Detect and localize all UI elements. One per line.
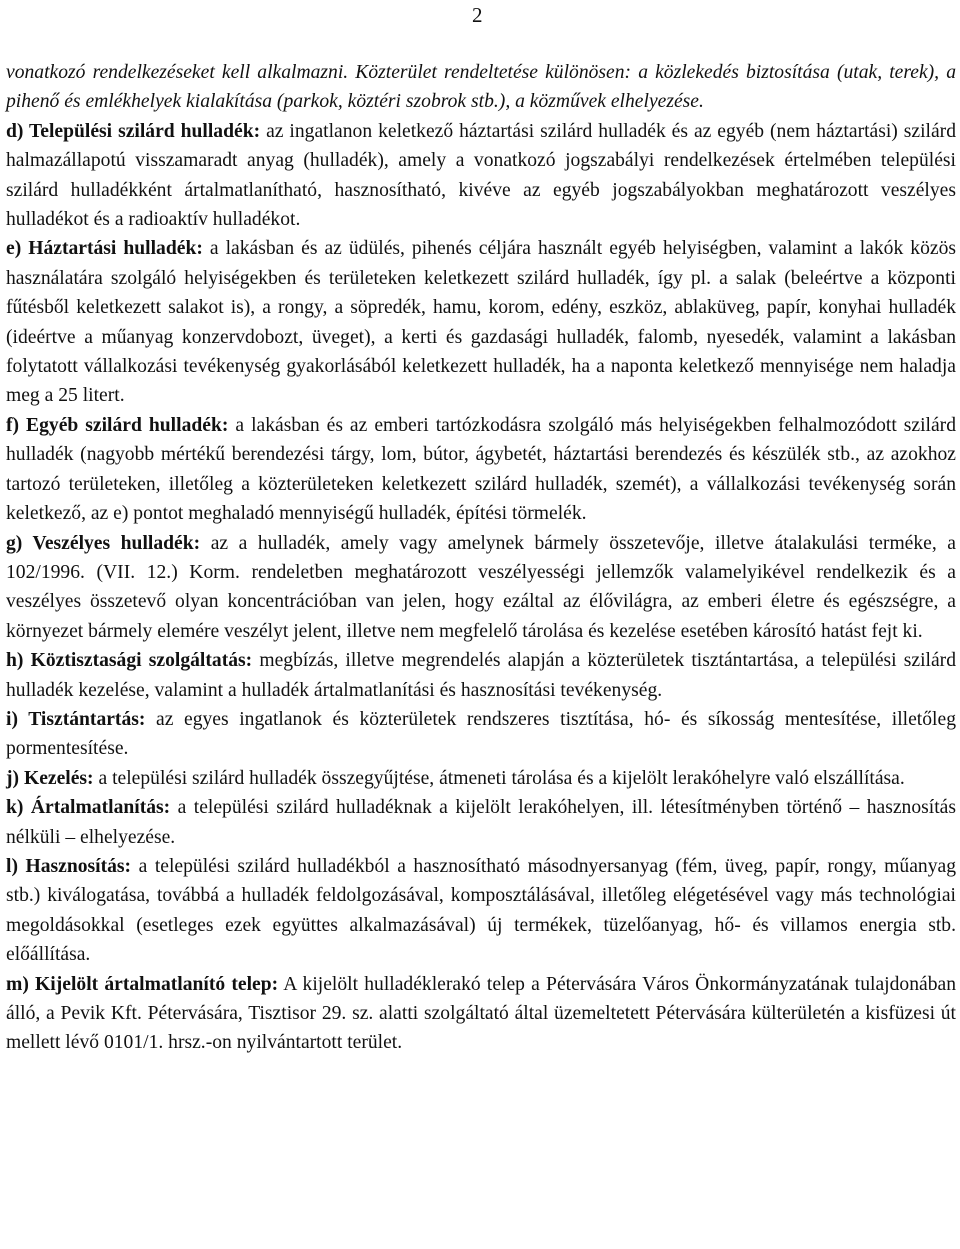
definition-h — [6, 646, 956, 705]
definition-text: A kijelölt hulladéklerakó telep a Pétervására Város Önkormányzatának tulajdonában álló, a Pevik Kft. Pétervására, Tisztisor 29. sz. alatti szolgáltató által üzemeltetett Pétervására külterületén a kisfüzesi út mellett lévő 0101/1. hrsz.-on nyilvántartott terület. — [6, 973, 957, 1054]
page-number: 2 — [472, 3, 483, 27]
definition-term: i) Tisztántartás: — [6, 708, 146, 730]
intro-paragraph: vonatkozó rendelkezéseket kell alkalmazni. Közterület rendeltetése különösen: a közlekedés biztosítása (utak, terek), a pihenő és emlékhelyek kialakítása (parkok, köztéri szobrok stb.), a közművek elhelyezése. — [6, 62, 956, 113]
document-body — [6, 58, 956, 1058]
definition-e — [6, 234, 956, 410]
definition-term: e) Háztartási hulladék: — [6, 238, 203, 260]
definition-text: megbízás, illetve megrendelés alapján a közterületek tisztántartása, a települési szilárd hulladék kezelése, valamint a hulladék ártalmatlanítási és hasznosítási tevékenység. — [6, 650, 956, 701]
definition-d — [6, 117, 956, 235]
definition-term: l) Hasznosítás: — [6, 855, 132, 877]
definition-j — [6, 764, 956, 793]
definition-m — [6, 970, 956, 1058]
definition-term: g) Veszélyes hulladék: — [6, 532, 201, 554]
definition-term: f) Egyéb szilárd hulladék: — [6, 414, 229, 436]
definition-text: az a hulladék, amely vagy amelynek bármely összetevője, illetve átalakulási terméke, a 102/1996. (VII. 12.) Korm. rendeletben meghatározott veszélyességi jellemzők valamelyikével rendelkezik és a veszélyes összetevő olyan koncentrációban van jelen, hogy ezáltal az élővilágra, az emberi életre és egészségre, a környezet bármely elemére veszélyt jelent, illetve nem megfelelő tárolása és kezelése esetében károsító hatást fejt ki. — [6, 532, 957, 642]
definition-text: a települési szilárd hulladék összegyűjtése, átmeneti tárolása és a kijelölt lerakóhelyre való elszállítása. — [93, 767, 905, 789]
definition-text: a lakásban és az üdülés, pihenés céljára használt egyéb helyiségben, valamint a lakók közös használatára szolgáló helyiségekben és területeken keletkezett szilárd hulladék, így pl. a salak (beleértve a központi fűtésből keletkezett salakot is), a rongy, a söpredék, hamu, korom, edény, eszköz, ablaküveg, papír, konyhai hulladék (ideértve a műanyag konzervdobozt, üveget), a kerti és gazdasági hulladék, falomb, nyesedék, valamint a lakásban folytatott vállalkozási tevékenység gyakorlásából keletkezett hulladék, ha a naponta keletkező mennyisége nem haladja meg a 25 litert. — [6, 238, 956, 407]
definition-i — [6, 705, 956, 764]
definition-text: az egyes ingatlanok és közterületek rendszeres tisztítása, hó- és síkosság mentesítése, illetőleg pormentesítése. — [6, 708, 956, 760]
definition-text: a lakásban és az emberi tartózkodásra szolgáló más helyiségekben felhalmozódott szilárd hulladék (nagyobb mértékű berendezési tárgy, lom, bútor, ágybetét, háztartási berendezés és készülék stb., az azokhoz tartozó területeken, illetőleg a közterületeken keletkezett szilárd hulladék, szemét), a vállalkozási tevékenység során keletkező, az e) pontot meghaladó mennyiségű hulladék, építési törmelék. — [6, 414, 956, 525]
definition-term: m) Kijelölt ártalmatlanító telep: — [6, 973, 279, 995]
definition-term: j) Kezelés: — [6, 767, 94, 789]
definition-l — [6, 852, 956, 970]
definition-text: a települési szilárd hulladékból a hasznosítható másodnyersanyag (fém, üveg, papír, rongy, műanyag stb.) kiválogatása, továbbá a hulladék feldolgozásával, komposztálásával, illetőleg elégetésével vagy más technológiai megoldásokkal (esetleges ezek együttes alkalmazásával) új termékek, tüzelőanyag, hő- és villamos energia stb. előállítása. — [6, 855, 956, 966]
definition-f — [6, 411, 956, 529]
definition-term: d) Települési szilárd hulladék: — [6, 120, 261, 142]
definition-term: h) Köztisztasági szolgáltatás: — [6, 650, 253, 672]
definition-text: a települési szilárd hulladéknak a kijelölt lerakóhelyen, ill. létesítményben történő – hasznosítás nélküli – elhelyezése. — [6, 797, 956, 848]
definition-term: k) Ártalmatlanítás: — [6, 797, 171, 819]
definition-text: az ingatlanon keletkező háztartási szilárd hulladék és az egyéb (nem háztartási) szilárd halmazállapotú visszamaradt anyag (hulladék), amely a vonatkozó jogszabályi rendelkezések értelmében települési szilárd hulladékként ártalmatlanítható, hasznosítható, kivéve az egyéb jogszabályokban meghatározott veszélyes hulladékot és a radioaktív hulladékot. — [6, 120, 956, 231]
definition-k — [6, 793, 956, 852]
definition-g — [6, 529, 956, 647]
